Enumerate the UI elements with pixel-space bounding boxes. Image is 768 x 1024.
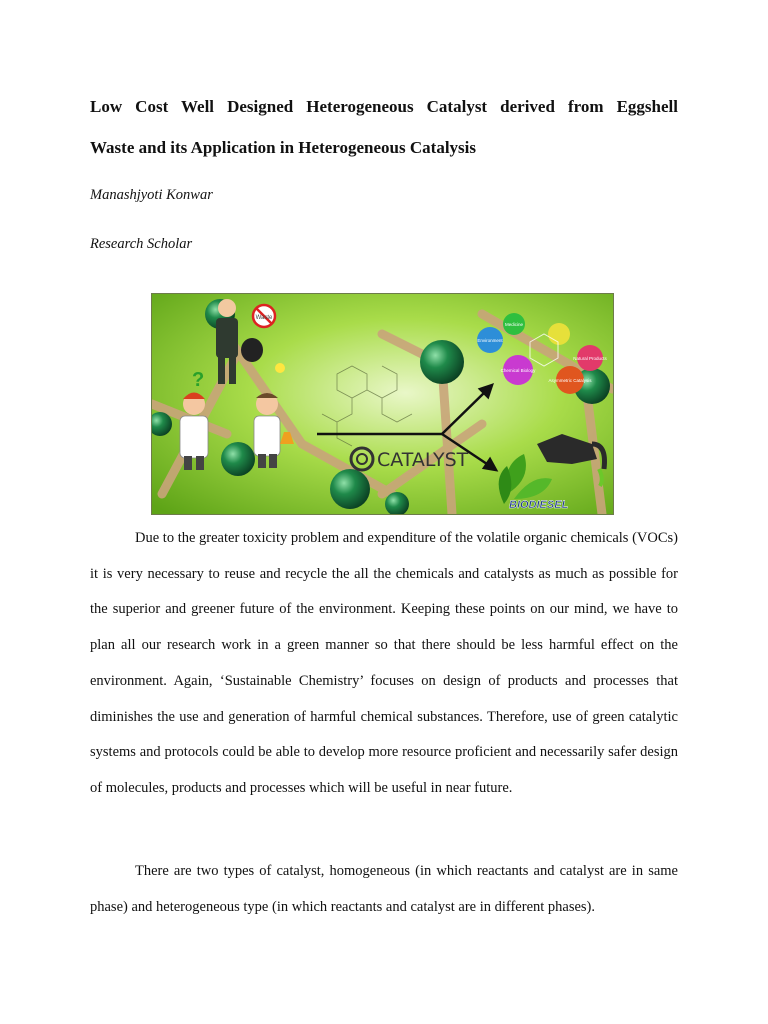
svg-text:?: ?: [192, 369, 205, 391]
bubble-label: Natural Products: [573, 356, 607, 361]
catalyst-sphere: [330, 469, 370, 509]
title-line-2: Waste and its Application in Heterogeneous Catalysis: [90, 138, 476, 157]
bubble-yellow: [548, 323, 570, 345]
paragraph-1-text: Due to the greater toxicity problem and expenditure of the volatile organic chemicals (VOCs) it is very necessary to reuse and recycle the all the chemicals and catalysts as much as possible for the superior and greener future of the environment. Keeping these points on our mind, we have to plan all our research work in a green manner so that there should be less harmful effect on the environment. Again, ‘Sustainable Chemistry’ focuses on design of products and processes that diminishes the use and generation of harmful chemical substances. Therefore, use of green catalytic systems and protocols could be able to develop more resource proficient and necessarily safer design of molecules, products and processes which will be useful in near future.: [90, 530, 678, 796]
author-name: Manashjyoti Konwar: [90, 187, 213, 203]
author-role: Research Scholar: [90, 236, 193, 252]
body-paragraph-1: [90, 521, 678, 807]
catalyst-sphere: [420, 340, 464, 384]
paragraph-2-text: There are two types of catalyst, homogeneous (in which reactants and catalyst are in same phase) and heterogeneous type (in which reactants and catalyst are in different phases).: [90, 863, 678, 915]
catalyst-sphere: [221, 442, 255, 476]
body-paragraph-2: [90, 854, 678, 925]
bubble-label: Medicine: [504, 322, 524, 327]
bubble-label: Chemical Biology: [500, 368, 536, 373]
bubble-label: Environment: [477, 338, 503, 343]
graphical-abstract-figure: [151, 293, 614, 515]
biodiesel-label: BIODIESEL: [509, 499, 569, 511]
waste-label: Waste: [255, 315, 273, 321]
no-waste-sign: [253, 305, 275, 327]
bubble-label: Asymmetric Catalysis: [548, 378, 592, 383]
catalyst-label: CATALYST: [377, 449, 469, 471]
paper-title: [90, 86, 678, 168]
title-line-1: Low Cost Well Designed Heterogeneous Catalyst derived from Eggshell: [90, 97, 678, 116]
